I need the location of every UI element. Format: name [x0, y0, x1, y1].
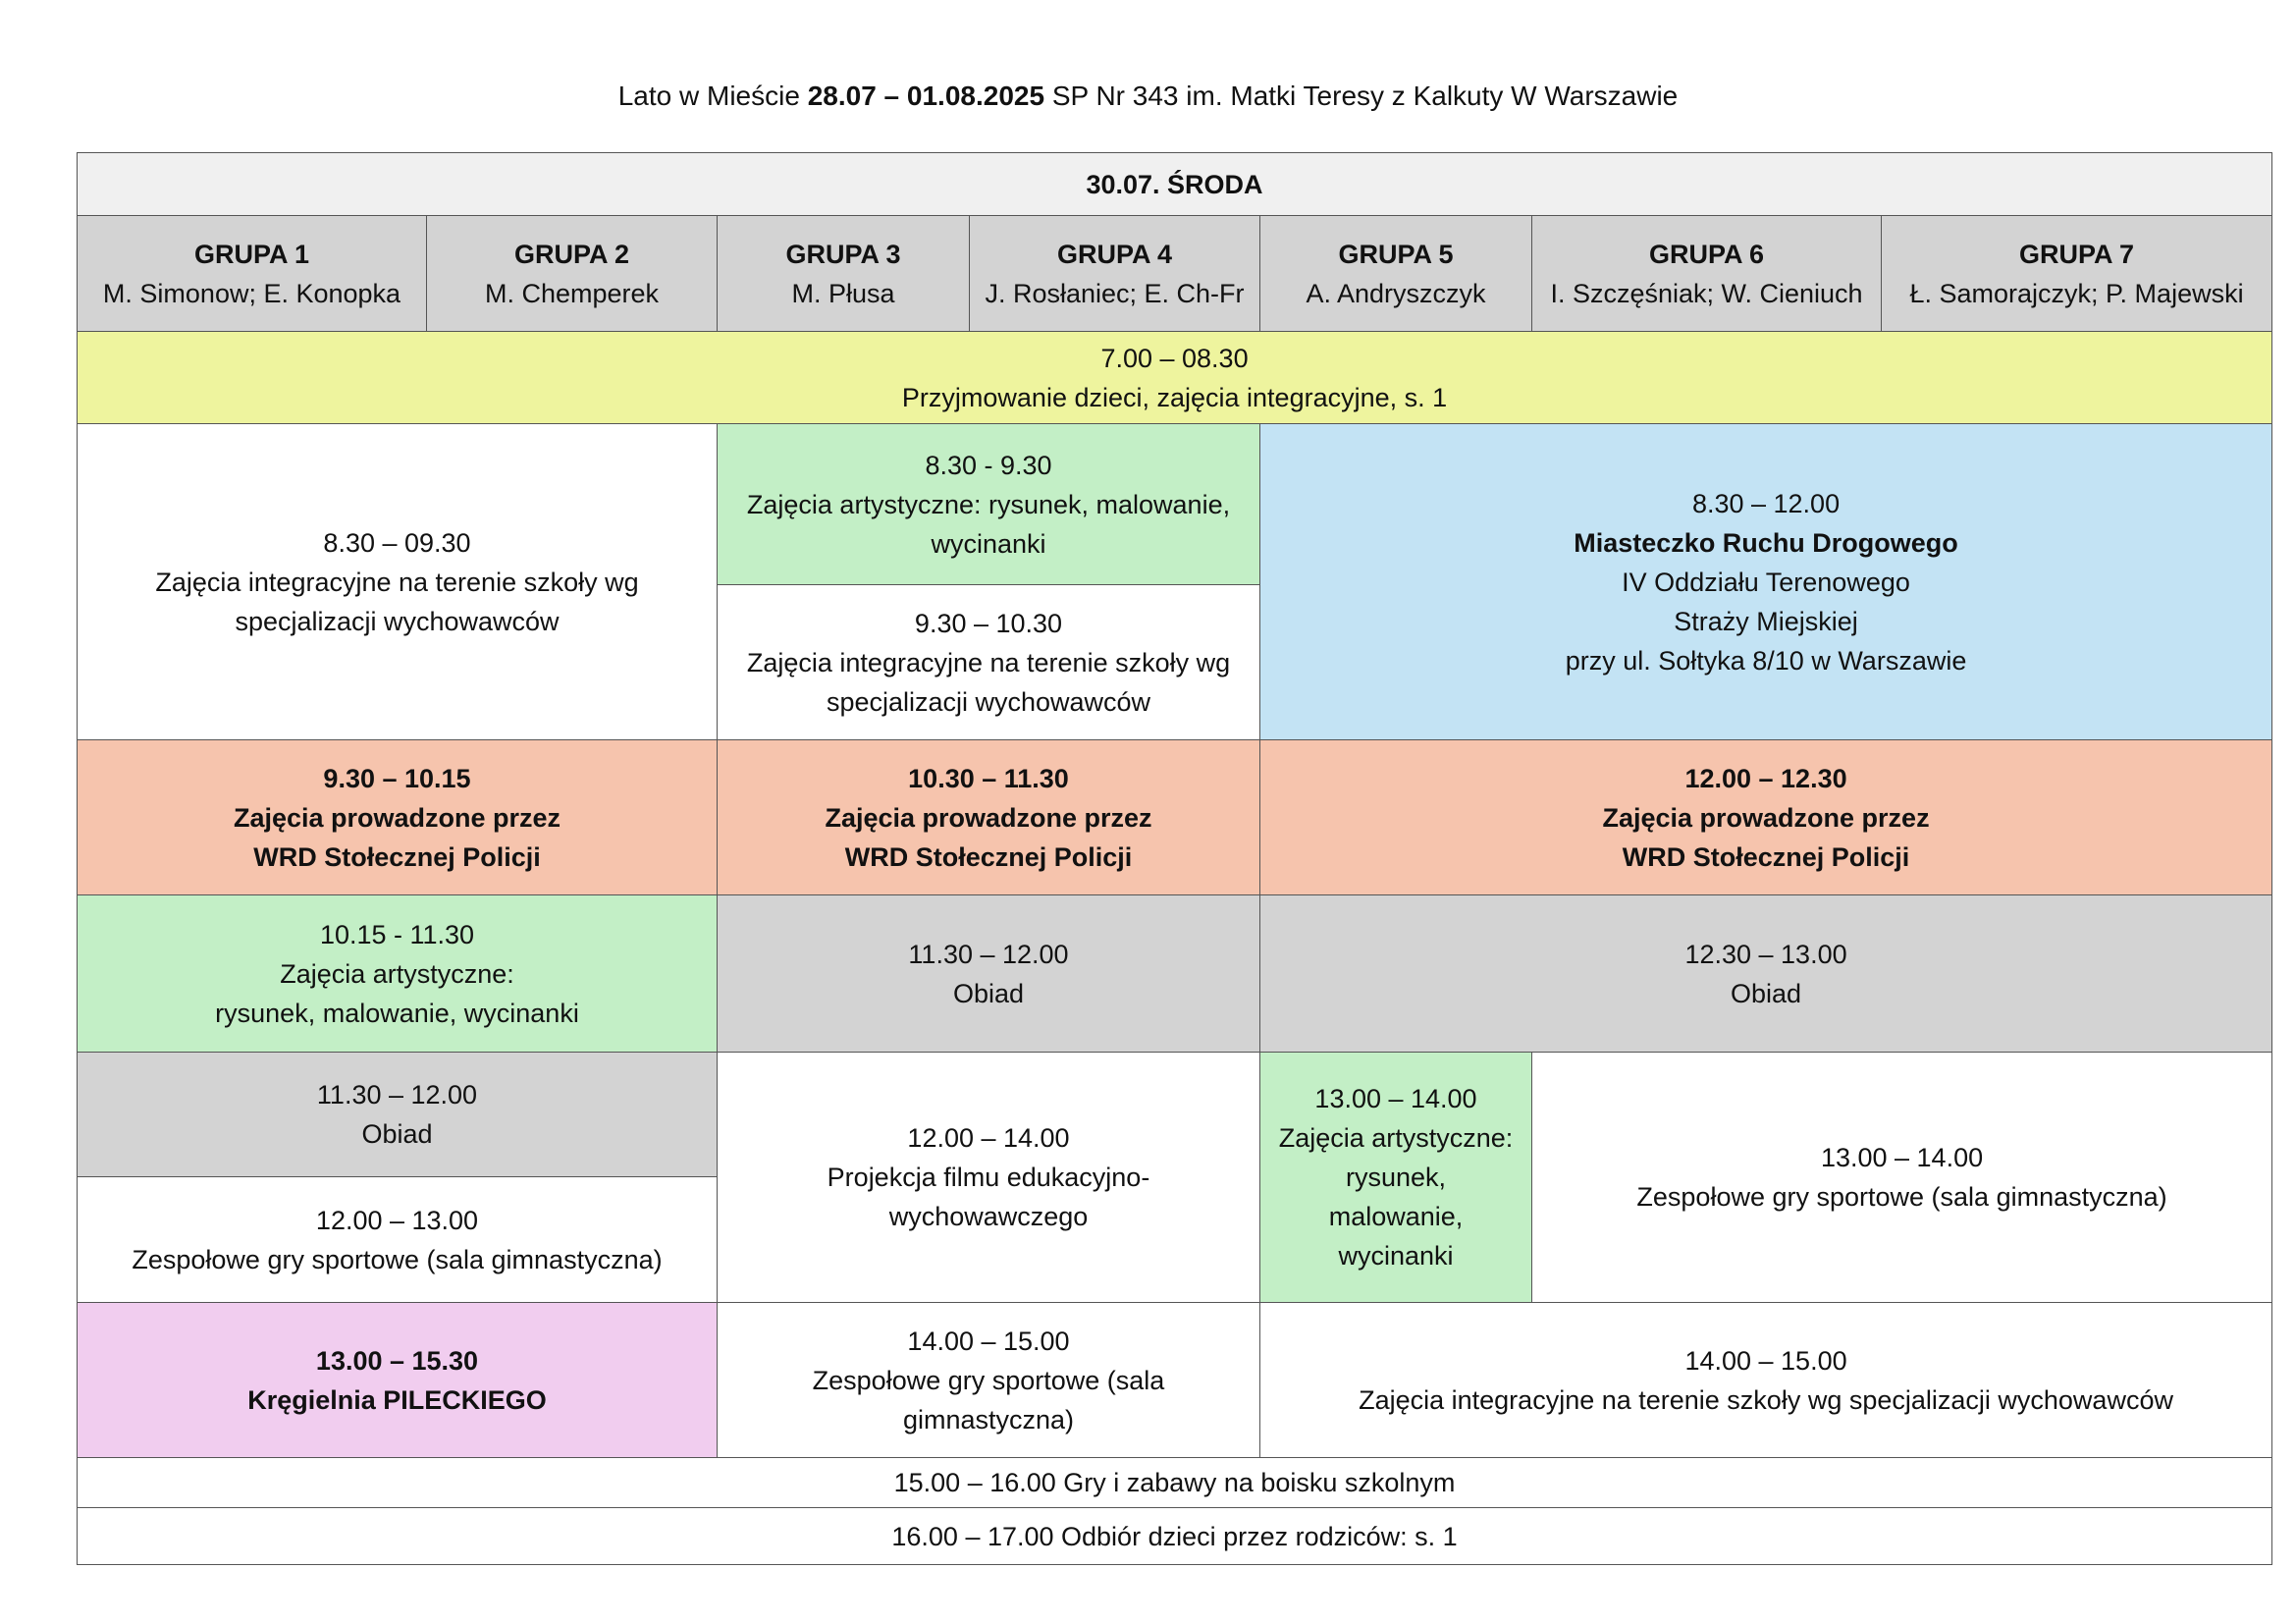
pickup-cell: 16.00 – 17.00 Odbiór dzieci przez rodziców: s. 1 — [78, 1508, 2272, 1565]
g34-film-cell: 12.00 – 14.00 Projekcja filmu edukacyjno- wychowawczego — [718, 1053, 1260, 1303]
group-header-4 — [970, 216, 1260, 332]
g34-police-cell: 10.30 – 11.30 Zajęcia prowadzone przez WRD Stołecznej Policji — [718, 740, 1260, 895]
g34-integration-cell: 9.30 – 10.30 Zajęcia integracyjne na terenie szkoły wg specjalizacji wychowawców — [718, 585, 1260, 740]
g567-lunch-cell: 12.30 – 13.00 Obiad — [1260, 895, 2272, 1053]
traffic-line-2: Straży Miejskiej — [1674, 606, 1858, 636]
day-title: 30.07. ŚRODA — [78, 153, 2272, 216]
g12-lunch-cell: 11.30 – 12.00 Obiad — [78, 1053, 718, 1177]
g12-sports-cell: 12.00 – 13.00 Zespołowe gry sportowe (sala gimnastyczna) — [78, 1177, 718, 1303]
group-staff: M. Simonow; E. Konopka — [102, 278, 401, 308]
group-header-7 — [1882, 216, 2272, 332]
g567-integration-cell: 14.00 – 15.00 Zajęcia integracyjne na terenie szkoły wg specjalizacji wychowawców — [1260, 1303, 2272, 1458]
group-name: GRUPA 1 — [193, 239, 310, 269]
g567-police-cell: 12.00 – 12.30 Zajęcia prowadzone przez WRD Stołecznej Policji — [1260, 740, 2272, 895]
traffic-time: 8.30 – 12.00 — [1691, 488, 1841, 518]
group-header-1 — [78, 216, 427, 332]
g67-sports-cell: 13.00 – 14.00 Zespołowe gry sportowe (sala gimnastyczna) — [1532, 1053, 2272, 1303]
g34-sports-cell: 14.00 – 15.00 Zespołowe gry sportowe (sala gimnastyczna) — [718, 1303, 1260, 1458]
traffic-line-3: przy ul. Sołtyka 8/10 w Warszawie — [1565, 645, 1967, 676]
title-suffix: SP Nr 343 im. Matki Teresy z Kalkuty W Warszawie — [1044, 81, 1679, 111]
document-title — [0, 75, 2296, 118]
g567-traffic-town-cell — [1260, 424, 2272, 740]
group-name: GRUPA 5 — [1338, 239, 1454, 269]
g12-bowling-cell: 13.00 – 15.30 Kręgielnia PILECKIEGO — [78, 1303, 718, 1458]
title-dates: 28.07 – 01.08.2025 — [807, 81, 1045, 111]
playground-cell: 15.00 – 16.00 Gry i zabawy na boisku szkolnym — [78, 1458, 2272, 1508]
traffic-line-1: IV Oddziału Terenowego — [1622, 567, 1910, 597]
group-staff: I. Szczęśniak; W. Cieniuch — [1550, 278, 1863, 308]
group-staff: M. Chemperek — [484, 278, 660, 308]
group-header-2 — [427, 216, 718, 332]
group-name: GRUPA 3 — [785, 239, 901, 269]
title-prefix: Lato w Mieście — [617, 81, 808, 111]
group-header-5 — [1260, 216, 1532, 332]
g34-lunch-cell: 11.30 – 12.00 Obiad — [718, 895, 1260, 1053]
traffic-title: Miasteczko Ruchu Drogowego — [1574, 527, 1958, 558]
group-staff: M. Płusa — [791, 278, 895, 308]
group-name: GRUPA 7 — [2019, 239, 2135, 269]
group-staff: Ł. Samorajczyk; P. Majewski — [1909, 278, 2244, 308]
group-header-6 — [1532, 216, 1882, 332]
g12-integration-cell: 8.30 – 09.30 Zajęcia integracyjne na terenie szkoły wg specjalizacji wychowawców — [78, 424, 718, 740]
group-name: GRUPA 4 — [1056, 239, 1173, 269]
group-name: GRUPA 2 — [513, 239, 630, 269]
group-name: GRUPA 6 — [1648, 239, 1765, 269]
g5-art-cell: 13.00 – 14.00 Zajęcia artystyczne: rysunek, malowanie, wycinanki — [1260, 1053, 1532, 1303]
group-staff: J. Rosłaniec; E. Ch-Fr — [985, 278, 1245, 308]
g34-art-cell: 8.30 - 9.30 Zajęcia artystyczne: rysunek, malowanie, wycinanki — [718, 424, 1260, 585]
group-header-3 — [718, 216, 970, 332]
group-staff: A. Andryszczyk — [1306, 278, 1486, 308]
g12-police-cell: 9.30 – 10.15 Zajęcia prowadzone przez WRD Stołecznej Policji — [78, 740, 718, 895]
schedule-table — [77, 152, 2272, 1565]
arrival-cell: 7.00 – 08.30 Przyjmowanie dzieci, zajęcia integracyjne, s. 1 — [78, 332, 2272, 424]
g12-art-cell: 10.15 - 11.30 Zajęcia artystyczne: rysunek, malowanie, wycinanki — [78, 895, 718, 1053]
